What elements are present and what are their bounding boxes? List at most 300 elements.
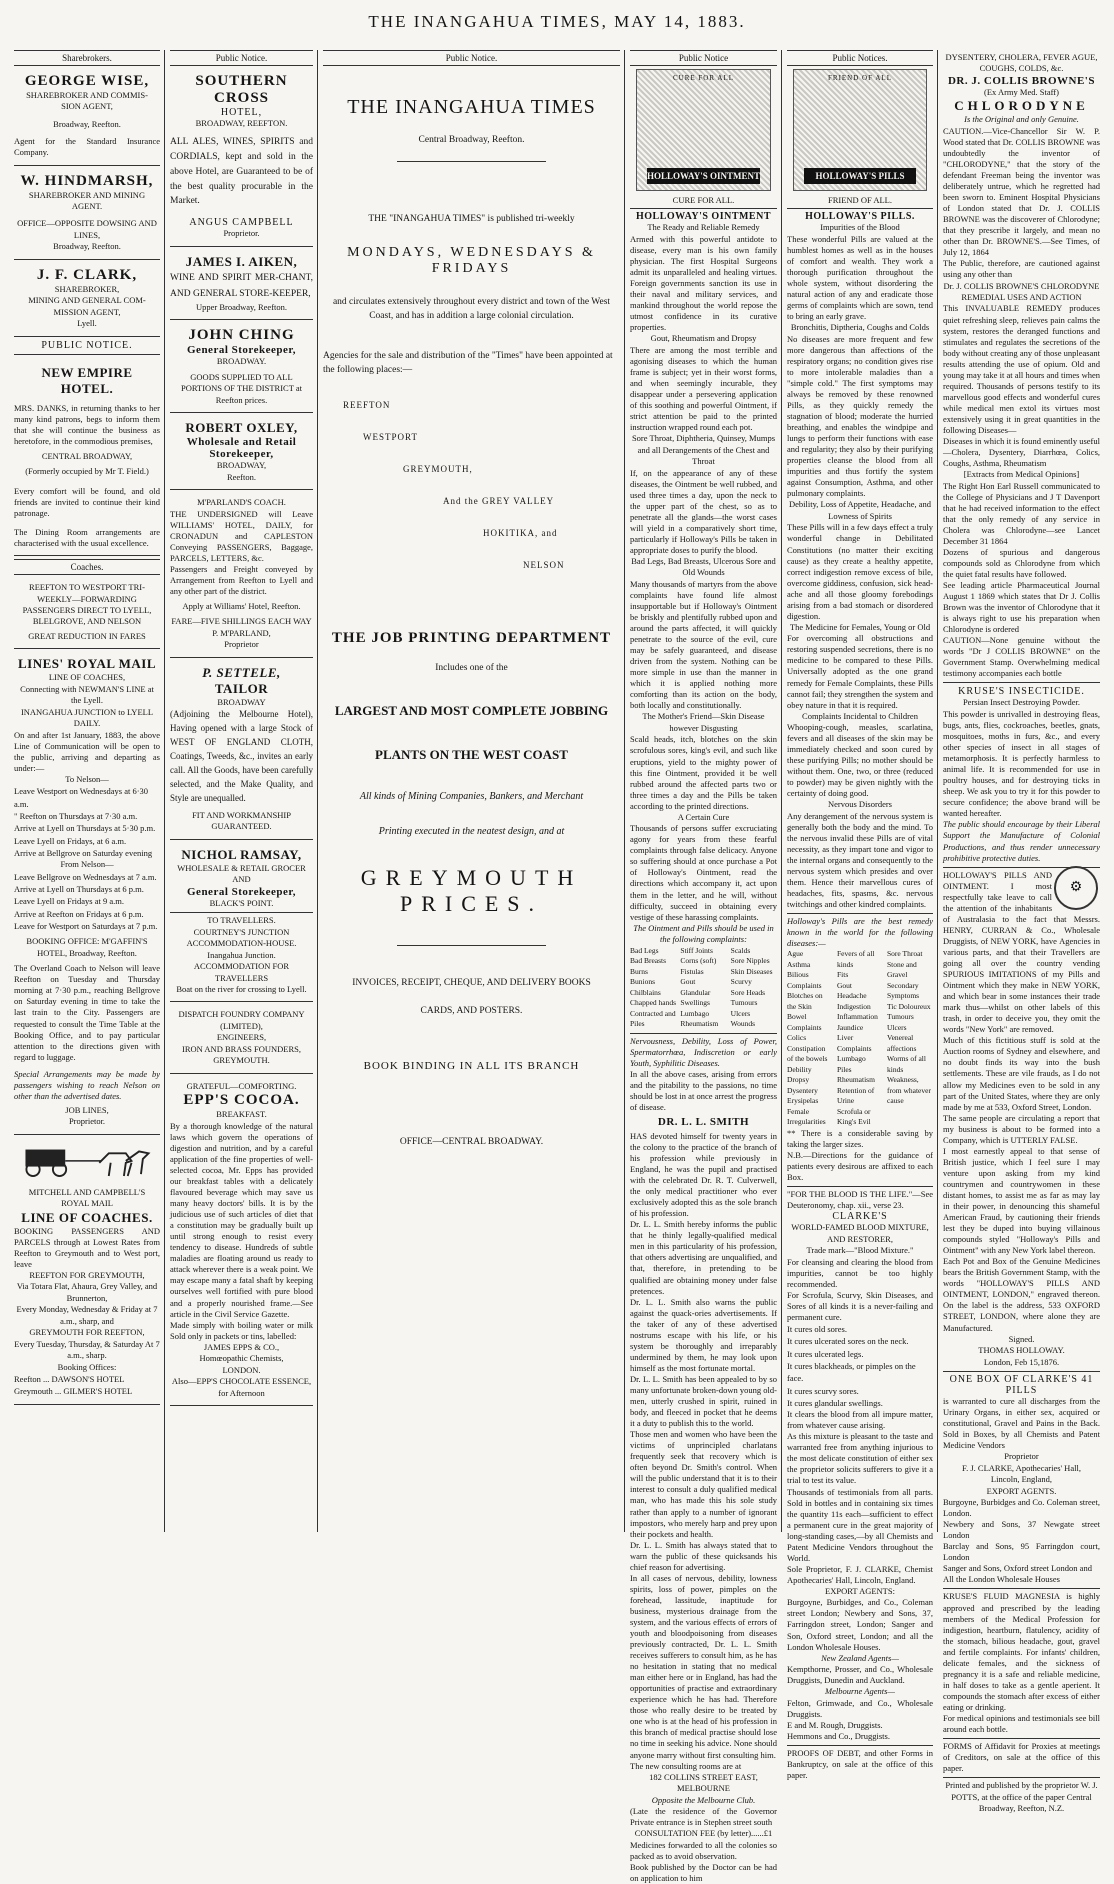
ad-title: CLARKE'S [832,1211,888,1223]
ad-title: KRUSE'S INSECTICIDE. [943,682,1100,697]
column-holloway-pills [783,50,938,1780]
ad-signature: THOMAS HOLLOWAY. [978,1345,1065,1356]
ad-text: Felton, Grimwade, and Co., Wholesale Druggists. [787,1697,933,1719]
ad-line: Upper Broadway, Reefton. [195,301,288,312]
ad-title: NICHOL RAMSAY, [181,846,302,862]
ad-text: This INVALUABLE REMEDY produces quiet refreshing sleep, relieves pain calms the system, restores the deranged functions and stimulates and regulates the secretions of the body without creating any of those unpleasant results attending the use of opium. Old and young may take it at all hours and times when required. Thousands of persons testify to its marvellous good effects and wonderful cures while medical men extol its virtues most extensively using it in great quantities in the following Diseases— [943,303,1100,435]
ad-robert-oxley [170,416,313,490]
ad-southern-cross [170,69,313,247]
ad-text: (Late the residence of the Governor Private entrance is in Stephen street south [630,1806,777,1828]
ad-text: Those men and women who have been the victims of unprincipled charlatans frequently seek that recovery which is often beyond Dr. Smith's control. When will the public understand that it is to their interest to consult a duly qualified medical man, who has made this his sole study rather than apply to a number of ignorant impostors, who merely harp and prey upon their pockets and health. [630,1429,777,1539]
ad-line: EXPORT AGENTS: [825,1585,895,1596]
section-heading: The Mother's Friend—Skin Disease however Disgusting [642,711,765,733]
schedule-line: Leave Westport on Wednesdays at 6·30 a.m. [14,786,149,809]
column-heading: Public Notices. [787,50,933,66]
list-item: Fevers of all kinds [837,949,875,969]
ad-text: The same people are circulating a report that my business is about to be formed into a Company, which is UTTERLY FALSE. [943,1112,1100,1145]
ad-line: F. J. CLARKE, Apothecaries' Hall, [962,1462,1081,1473]
ad-line: BROADWAY, REEFTON. [195,118,288,128]
ad-text: Nervousness, Debility, Loss of Power, Spermatorrhœa, Indiscretion or early Youth, Syphilitic Diseases. [630,1033,777,1069]
cure-item: It cures ulcerated legs. [787,1348,864,1359]
ad-title: GEORGE WISE, [24,73,150,89]
list-item: Ague [787,949,804,959]
job-printing-heading: THE JOB PRINTING DEPARTMENT [331,629,612,646]
ad-line: Connecting with NEWMAN'S LINE at the Lyell. [20,683,154,706]
ad-text: Also—EPP'S CHOCOLATE ESSENCE, for Afternoon [171,1376,312,1398]
ad-title: W. HINDMARSH, [20,172,154,189]
list-item: Bunions [630,977,656,987]
ad-line: ENGINEERS, [216,1032,267,1043]
ad-line: Melbourne Agents— [825,1686,895,1697]
ad-line: SHAREBROKER, [54,283,120,294]
ad-text: Whooping-cough, measles, scarlatina, fevers and all diseases of the skin may be immediately checked and soon cured by these purifying Pills; no mother should be without them. One, two, or three (reduced to powder) may be given nightly with the certainty of doing good. [787,722,933,799]
place-hokitika: HOKITIKA, and [483,527,558,538]
ad-text: Burgoyne, Burbidges and Co. Coleman street, London. [943,1497,1100,1519]
ad-text: Book published by the Doctor can be had on application to him [630,1861,777,1883]
ad-title: ROBERT OXLEY, [185,420,298,436]
list-item: Scurvy [730,977,752,987]
coach-image [16,1139,158,1179]
ad-title: DR. L. L. SMITH [657,1115,750,1128]
column-heading: Sharebrokers. [14,50,160,66]
ad-hindmarsh [14,169,160,260]
ad-signature: Proprietor. [223,228,260,239]
ad-line: BLACK'S POINT. [209,897,274,908]
ad-signature: Proprietor [224,639,259,650]
ad-line: BREAKFAST. [216,1109,267,1120]
ad-line: To Nelson— [65,773,109,784]
ad-line: MISSION AGENT, [53,306,121,317]
list-item: Worms of all kinds [887,1054,926,1074]
ad-text: The Right Hon Earl Russell communicated to the College of Physicians and J T Davenport that he had received information to the effect that the only remedy of any service in Cholera was Chlorodyne—see Lancet December 31 1864 [943,480,1100,546]
largest-heading: LARGEST AND MOST COMPLETE JOBBING [334,702,609,718]
list-item: Colics [787,1033,807,1043]
list-item: Ulcers [887,1022,907,1032]
ad-title: SOUTHERN CROSS [195,73,288,106]
ad-text: By a thorough knowledge of the natural laws which govern the operations of digestion and nutrition, and by a careful application of the fine properties of well-selected cocoa, Mr. Epps has provided our breakfast tables with a delicately flavoured beverage which may save us many heavy doctors' bills. It is by the judicious use of such articles of diet that a constitution may be gradually built up until strong enough to resist every tendency to disease. Hundreds of subtle maladies are floating around us ready to attack wherever there is a weak point. We may escape many a fatal shaft by keeping ourselves well fortified with pure blood and a properly nourished frame.—See article in the Civil Service Gazette. [170,1120,313,1319]
ad-text: Boat on the river for crossing to Lyell. [176,984,307,994]
ad-title: J. F. CLARK, [36,266,138,283]
ad-title: P. SETTELE, [202,664,281,680]
ad-line: BOOKING OFFICE: M'GAFFIN'S HOTEL, Broadway, Reefton. [26,936,148,958]
ad-line: SION AGENT, [61,101,113,112]
ad-text: GOODS SUPPLIED TO ALL PORTIONS OF THE DISTRICT at Reefton prices. [180,371,303,405]
holloway-pills-illustration [793,69,927,191]
ad-dispatch-foundry [170,1005,313,1073]
ad-text: E and M. Rough, Druggists. [787,1719,883,1730]
ad-title: M'PARLAND'S COACH. [197,497,286,508]
list-item: Swellings [680,998,710,1008]
diseases-list [787,949,933,1128]
list-item: Blotches on the Skin [787,991,823,1011]
ad-text: Apply at Williams' Hotel, Reefton. [182,600,301,611]
ad-text: Any derangement of the nervous system is generally both the body and the mind. To the nervous invalid these Pills are of vital necessity, as they impart tone and vigor to the internal organs and consequently to the nervous system which presides and over them. Hence their marvellous cures of headaches, fits, spasms, &c. nervous twitchings and other kindred complaints. [787,810,933,910]
list-item: Bowel Complaints [787,1012,822,1032]
ad-text: Each Pot and Box of the Genuine Medicines bears the British Government Stamp, with the words "HOLLOWAY'S PILLS AND OINTMENT, LONDON," engraved thereon. On the label is the address, 533 OXFORD STREET, LONDON, where alone they are Manufactured. [943,1256,1100,1333]
ad-line: Persian Insect Destroying Powder. [962,697,1081,708]
ad-line: IRON AND BRASS FOUNDERS, [181,1043,302,1054]
ad-text: KRUSE'S FLUID MAGNESIA is highly approved and prescribed by the leading members of the Medical Profession for indigestion, heartburn, flatulency, acidity of the stomach, bilious headache, gout, gravel and fertile complaints. For infants' children, delicate females, and the sickness of pregnancy it is a safe and reliable medicine, in half doses to take as a gentle aperient. It compounds the stomach after excess of either eating or drinking. [943,1588,1100,1713]
ad-text: For Scrofula, Scurvy, Skin Diseases, and Sores of all kinds it is a never-failing and permanent cure. [787,1289,933,1322]
ad-line: Wholesale and Retail [186,436,297,449]
plants-heading: PLANTS ON THE WEST COAST [375,746,568,762]
ad-line: MITCHELL AND CAMPBELL'S [28,1186,146,1197]
ad-line: TO TRAVELLERS. [170,912,313,926]
list-item: Headache [837,991,867,1001]
list-item: Lumbago [837,1054,866,1064]
ad-text: Dr. L. L. Smith has always stated that to warn the public of these quicksands his chief reason for advertising. [630,1539,777,1572]
column-inangahua-times [319,50,625,1532]
ad-line: AND [232,874,251,885]
ad-line: BROADWAY, [216,460,267,471]
ad-line: GRATEFUL—COMFORTING. [186,1080,297,1091]
ad-text: I most earnestly appeal to that sense of British justice, which I feel sure I may venture upon asking from my kind countrymen and countrywomen in these distant homes, to assist me as far as may lay in their power, in denouncing this shameful American Fraud, by cautioning their friends lest they be duped into buying villainous compounds styled "Holloway's Pills and Ointment" with any New York label thereon. [943,1145,1100,1256]
ad-james-aiken [170,250,313,321]
paper-title: THE INANGAHUA TIMES [347,96,596,118]
ad-text: HOLLOWAY'S PILLS AND OINTMENT. I most respectfully take leave to call the attention of the inhabitants of Australasia to the fact that Messrs. HENRY, CURRAN & Co., Wholesale Druggists, of NEW YORK, have Agencies in various parts, and that their Travellers are going all over the country vending SPURIOUS IMITATIONS of my Pills and Ointment which they make in NEW YORK, and which bear in some instances their trade mark thus—whilst on other labels of this trash, in order to deceive you, they omit the words "New York" are removed. [943,867,1100,1036]
ad-title: DISPATCH FOUNDRY COMPANY (LIMITED), [178,1009,305,1031]
column-heading: Public Notice [630,50,777,66]
list-item: Gout [680,977,696,987]
ad-text: The new consulting rooms are at [630,1760,742,1771]
cure-item: It cures blackheads, or pimples on the face. [787,1360,916,1384]
list-item: Dropsy [787,1075,810,1085]
list-item: Contracted and Piles [630,1008,676,1029]
schedule-line: Leave Bellgrove on Wednesdays at 7 a.m. [14,871,157,882]
ad-line: BROADWAY [217,696,266,707]
ad-text: In all the above cases, arising from errors and the pitability to the passions, no time should be lost in at once arrest the progress of disease. [630,1068,777,1112]
ad-text: Agent for the Standard Insurance Company. [14,136,160,158]
circulation-note: and circulates extensively throughout every district and town of the West Coast, and has in addition a large colonial circulation. [332,296,611,321]
ad-line: OFFICE—OPPOSITE DOWSING AND LINES, [17,218,157,240]
ad-title: JOHN CHING [188,327,295,344]
ad-line: 182 COLLINS STREET EAST, MELBOURNE [649,1771,758,1794]
publication-note: THE "INANGAHUA TIMES" is published tri-weekly [368,214,575,225]
list-item: Fits [837,970,849,980]
ad-text: See leading article Pharmaceutical Journal August 1 1869 which states that Dr J. Collis Brown was the inventor of Chlorodyne that it is always right to use his preparation when Chlorodyne is ordered [943,580,1100,635]
place-reefton: REEFTON [343,399,391,410]
ad-line: EXPORT AGENTS. [986,1485,1057,1496]
ad-text: The Dining Room arrangements are characterised with the usual excellence. [14,526,160,549]
list-item: Scrofula or King's Evil [837,1106,871,1127]
ad-line: General Storekeeper, [187,885,296,898]
ad-text: N.B.—Directions for the guidance of patients every desirous are affixed to each Box. [787,1150,933,1183]
ad-text: COURTNEY'S JUNCTION ACCOMMODATION-HOUSE. [186,926,297,949]
list-item: Burns [630,966,648,976]
ad-text: Sole Proprietor, F. J. CLARKE, Chemist Apothecaries' Hall, Lincoln, England. [787,1563,933,1585]
ad-reefton-westport [14,578,160,649]
column-chlorodyne [939,50,1104,1814]
ad-text: Barclay and Sons, 95 Farringdon court, London [943,1541,1100,1563]
ad-line: WHOLESALE & RETAIL GROCER [177,862,306,873]
ad-line: (Formerly occupied by Mr T. Field.) [25,466,149,477]
invoices-note: INVOICES, RECEIPT, CHEQUE, AND DELIVERY BOOKS [352,977,591,988]
ad-line: Lincoln, England, [990,1474,1053,1485]
includes-note: Includes one of the [435,662,508,673]
ad-line: AGENT. [71,200,103,211]
ad-line: REMEDIAL USES AND ACTION [961,292,1082,302]
ad-text: Sanger and Sons, Oxford street London and [943,1563,1092,1574]
ad-text: Passengers and Freight conveyed by Arrangement from Reefton to Lyell and any other part of the district. [170,563,313,596]
section-heading: Gout, Rheumatism and Dropsy [650,333,757,344]
ad-line: MINING AND GENERAL COM- [28,295,146,306]
ad-text: Special Arrangements may be made by passengers wishing to reach Nelson on other than the advertised dates. [14,1068,160,1101]
ad-line: New Zealand Agents— [821,1652,899,1663]
list-item: Sore Heads [730,987,766,997]
ad-line: CENTRAL BROADWAY, [41,450,133,461]
ad-line: SHAREBROKER AND MINING [28,189,146,200]
schedule-line: Arrive at Bellgrove on Saturday evening [14,847,153,858]
ad-signature: ANGUS CAMPBELL [189,217,294,229]
section-heading: Nervous Disorders [828,799,892,810]
ad-text: For medical opinions and testimonials see bill around each bottle. [943,1712,1100,1735]
ad-line: Dr. J. COLLIS BROWNE'S CHLORODYNE [943,280,1100,291]
ad-line: ROYAL MAIL [61,1198,113,1209]
list-item: Female Irregularities [787,1106,826,1127]
ad-text: All the London Wholesale Houses [943,1574,1060,1585]
coaches-heading: Coaches. [14,559,160,575]
ad-text: The public should encourage by their Liberal Support the Manufacture of Colonial Productions, and thus render unnecessary prohibitive protective duties. [943,819,1100,863]
list-item: Skin Diseases [730,966,773,976]
ad-title: EPP'S COCOA. [183,1092,300,1109]
schedule-line: Leave Lyell on Fridays at 9 a.m. [14,896,124,907]
ad-line: GREYMOUTH FOR REEFTON, [29,1327,145,1338]
illustration-arc-text: FRIEND OF ALL [828,74,892,82]
ad-text: If, on the appearance of any of these diseases, the Ointment be well rubbed, and used three times a day, upon the neck to the upper part of the chest, so as to penetrate all the glands—the worst cases will yield in a comparatively short time, particularly if Holloway's Pills be taken in appropriate doses to purify the blood. [630,467,777,555]
list-item: Liver Complaints [837,1033,872,1053]
ad-lines-royal-mail [14,652,160,1134]
ad-text: Medicines forwarded to all the colonies so packed as to avoid observation. [630,1839,777,1861]
ad-text: In all cases of nervous, debility, lowness spirits, loss of power, pimples on the forehead, lassitude, inaptitude for business, mysterious drainage from the system, and the various effects of errors of youth and bloodpoisoning from diseases previously contracted, Dr. L. L. Smith receives sufferers to consult him, as he has no hesitation in stating that no medical man either here or in England, has had the opportunities of practise and extraordinary experience which he has had. Therefore those who really desire to be treated by one who is at the head of his profession in this branch of medical practise should lose no time in seeking his advice. None should anyone marry without first consulting him. [630,1572,777,1760]
ad-text: Every comfort will be found, and old friends are invited to continue their kind patronage. [14,485,160,518]
complaints-list [630,946,777,1030]
schedule-line: " Reefton on Thursdays at 7·30 a.m. [14,811,138,822]
printing-note: Printing executed in the neatest design, and at [378,825,565,837]
ad-text: For overcoming all obstructions and restoring suspended secretions, there is no medicine to be compared to these Pills. Universally adopted as the one grand remedy for Female Complaints, these Pills cannot fail; they strengthen the system and obey nature in that it is required. [787,633,933,710]
list-item: Chapped hands [630,998,677,1008]
column-sharebrokers [10,50,165,1532]
illustration-arc-text: CURE FOR ALL [672,74,734,82]
ad-text: Burgoyne, Burbidges, and Co., Coleman street London; Newbery and Sons, 37, Farringdon street, London; Sanger and Son, Oxford street, London; and all the London Wholesale Houses. [787,1597,933,1652]
ad-epps-cocoa [170,1077,313,1406]
masthead: THE INANGAHUA TIMES, MAY 14, 1883. [368,12,746,31]
ad-text: ALL ALES, WINES, SPIRITS and CORDIALS, kept and sold in the above Hotel, are Guaranteed to be of the best quality procurable in the Market. [170,137,313,207]
ad-text: Many thousands of martyrs from the above complaints have found life almost insupportable but if Holloway's Ointment be briskly and plentifully rubbed upon and around the parts affected, it will quickly penetrate to the source of the evil, cure may be safely guaranteed, and disease driven from the system. Nothing can be more simple in use than the manner in which it is applied nothing more comforting than its action on the body, both locally and constitutionally. [630,578,777,711]
ad-text: CAUTION.—Vice-Chancellor Sir W. P. Wood stated that Dr. COLLIS BROWNE was undoubtedly the inventor of "CHLORODYNE," that the story of the defendant Freeman being the inventor was deliberately untrue, which he regretted had been sworn to. Eminent Hospital Physicians of London stated that Dr. J. COLLIS BROWNE was the discoverer of Chlorodyne; that they prescribe it largely, and mean no other than Dr. BROWNE'S.—See Times, of July 12, 1864 [943,125,1100,258]
illustration-label: HOLLOWAY'S OINTMENT [647,168,760,184]
ad-text: Dr. L. L. Smith hereby informs the public that he thinly legally-qualified medical men in this particularity of his profession, that others advertising are unqualified, and that, therefore, in pretending to be qualified are obtaining money under false pretences. [630,1219,777,1296]
ad-title: HOLLOWAY'S OINTMENT [630,208,777,222]
place-westport: WESTPORT [363,431,418,442]
greymouth-prices: GREYMOUTH PRICES. [360,864,583,916]
list-item: Fistulas [680,966,704,976]
place-grey-valley: And the GREY VALLEY [443,495,555,506]
ad-text: Much of this fictitious stuff is sold at the Auction rooms of Sydney and elsewhere, and no doubt finds its way into the bush settlements. These are vile frauds, as I do not allow my Medicines even to be sold in any part of the United States, where they are only made by me at 533, Oxford Street, London. [943,1035,1100,1112]
ad-text: Dozens of spurious and dangerous compounds sold as Chlorodyne from which the quiet fatal results have followed. [943,546,1100,580]
ad-line: AND RESTORER, [827,1233,893,1244]
ad-line: Signed. [1008,1333,1035,1344]
ad-text: Newbery and Sons, 37 Newgate street London [943,1519,1100,1541]
ad-line: Reefton ... DAWSON'S HOTEL [14,1374,125,1385]
list-item: Piles [837,1064,852,1074]
section-heading: Bronchitis, Diptheria, Coughs and Colds [790,322,930,333]
ad-line: DYSENTERY, CHOLERA, FEVER AGUE, COUGHS, COLDS, &c. [945,52,1098,74]
ad-mitchell-campbell [14,1183,160,1405]
ad-line: Booking Offices: [57,1361,117,1372]
list-item: Jaundice [837,1022,864,1032]
cure-item: It cures scurvy sores. [787,1385,859,1396]
list-item: Weakness, from whatever cause [887,1075,931,1106]
list-item: Sore Nipples [730,956,770,966]
ad-line: Every Tuesday, Thursday, & Saturday At 7 a.m., sharp. [14,1338,160,1361]
ad-signature: LONDON. [222,1364,261,1375]
list-item: Bad Breasts [630,956,667,966]
list-item: Tic Doloureux [887,1001,931,1011]
ad-text: Kempthorne, Prosser, and Co., Wholesale Druggists, Dunedin and Auckland. [787,1664,933,1686]
ad-line: Opposite the Melbourne Club. [651,1794,756,1805]
ad-line: Every Monday, Wednesday & Friday at 7 a.m., sharp, and [16,1304,158,1326]
publication-days: MONDAYS, WEDNESDAYS & FRIDAYS [347,244,596,276]
ad-text: The Public, therefore, are cautioned against using any other than [943,258,1100,280]
ad-line: Trade mark—"Blood Mixture." [806,1245,914,1256]
holloway-ointment-illustration [636,69,771,191]
ad-text: Made simply with boiling water or milk Sold only in packets or tins, labelled: [170,1319,313,1341]
list-item: Glandular [680,987,711,997]
cards-note: CARDS, AND POSTERS. [420,1006,523,1016]
section-heading: Sore Throat, Diphtheria, Quinsey, Mumps and all Derangements of the Chest and Throat [631,433,776,467]
ad-text: Diseases in which it is found eminently useful—Cholera, Dysentery, Diarrhœa, Colics, Coughs, Asthma, Rheumatism [943,436,1100,469]
ad-signature: JAMES EPPS & CO., [203,1341,280,1352]
ad-line: INANGAHUA JUNCTION to LYELL DAILY. [20,706,154,729]
ad-new-empire-hotel [14,355,160,556]
list-item: Bilious Complaints [787,970,822,990]
ad-text: WINE AND SPIRIT MER-CHANT, AND GENERAL STORE-KEEPER, [170,272,313,299]
ad-text: There are among the most terrible and agonising diseases to which the human frame is subject; yet in their worst forms, and when seemingly incurable, they disappear under a persevering application of this soothing and powerful Ointment, if strict attention be paid to the printed instruction wrapped round each pot. [630,344,777,433]
list-item: Constipation of the bowels [787,1043,828,1064]
ad-text: These wonderful Pills are valued at the humblest homes as well as in the houses of comfort and wealth. They work a thorough purification throughout the whole system, without disordering the natural action of any and eradicate those germs of complaints which are sown, tend to bring an early grave. [787,233,933,322]
list-item: Rheumatism [837,1075,875,1085]
section-heading: Complaints Incidental to Children [802,710,918,721]
column-public-notice-2 [166,50,318,1532]
ad-text: Thousands of testimonials from all parts. Sold in bottles and in containing six times the quantity 11s each—sufficient to effect a permanent cure in the great majority of long-standing cases,—by all Chemists and Patent Medicine Vendors throughout the World. [787,1486,933,1563]
list-item: Wounds [730,1019,756,1029]
ad-line: CONSULTATION FEE (by letter)......£1 [634,1828,773,1839]
ad-line: FIT AND WORKMANSHIP GUARANTEED. [192,809,291,832]
list-item: Corns (soft) [680,956,717,966]
ad-line: GREYMOUTH. [213,1055,270,1066]
list-item: Stone and Gravel [887,959,917,980]
ad-text: REEFTON TO WESTPORT TRI-WEEKLY—FORWARDING PASSENGERS DIRECT TO LYELL, BLELGROVE, AND NELSON [22,582,152,627]
agencies-note: Agencies for the sale and distribution of the "Times" have been appointed at the following places:— [323,351,613,376]
schedule-line: Arrive at Lyell on Thursdays at 5·30 p.m. [14,823,156,834]
coach-illustration [16,1139,158,1179]
list-item: Tumours [730,998,758,1008]
ad-title: ONE BOX OF CLARKE'S 41 PILLS [943,1371,1100,1396]
office-address: OFFICE—CENTRAL BROADWAY. [399,1136,544,1147]
ad-line: GREAT REDUCTION IN FARES [28,630,146,641]
ad-line: HOTEL, [220,107,263,118]
section-heading: A Certain Cure [677,811,730,822]
ad-text: Scald heads, itch, blotches on the skin scrofulous sores, king's evil, and such like eruptions, yield to the mighty power of this fine Ointment, provided it be well rubbed around the affected parts two or three times a day and the Pills be taken according to the printed directions. [630,734,777,811]
ad-text: PROOFS OF DEBT, and other Forms in Bankruptcy, on sale at the office of this paper. [787,1745,933,1781]
ad-line: WORLD-FAMED BLOOD MIXTURE, [791,1222,929,1233]
column-holloway-ointment [626,50,782,1883]
ad-title: LINE OF COACHES. [21,1209,153,1225]
ad-line: REEFTON FOR GREYMOUTH, [29,1269,145,1280]
ad-line: Broadway, Reefton. [53,118,121,129]
ad-text: "FOR THE BLOOD IS THE LIFE."—See Deuteronomy, chap. xii., verse 23. [787,1186,933,1211]
list-item: Ulcers [730,1008,751,1018]
ad-settele-tailor [170,661,313,840]
ad-line: Lyell. [77,318,97,329]
ad-title: JAMES I. AIKEN, [185,253,298,269]
list-item: Retention of Urine [837,1085,875,1106]
ad-line: Greymouth ... GILMER'S HOTEL [14,1386,133,1397]
list-item: Scalds [730,945,751,955]
ad-title: LINES' ROYAL MAIL [17,656,157,672]
list-item: Bad Legs [630,945,659,955]
list-item: Erysipelas [787,1096,819,1106]
ad-signature: Proprietor. [68,1116,106,1127]
ad-line: Is the Original and only Genuine. [964,114,1079,125]
list-item: Dysentery [787,1085,818,1095]
ad-line: (Ex Army Med. Staff) [984,86,1059,97]
ad-line: TAILOR [214,680,269,696]
list-item: Stiff Joints [680,945,713,955]
list-item: Venereal affections [887,1033,917,1053]
ad-line: Inangahua Junction. [207,949,276,960]
imprint: Printed and published by the proprietor W. J. POTTS, at the office of the paper Central Broadway, Reefton, N.Z. [943,1777,1100,1814]
ad-line: London, Feb 15,1876. [983,1356,1060,1367]
ad-text: The Overland Coach to Nelson will leave Reefton on Tuesday and Thursday morning at 7·30 p.m., reaching Bellgrove on Saturday evening in time to take the last train to the City. Passengers are requested to consult the Time Table at the Booking Office, and to pay particular attention to the directions given with regard to luggage. [14,963,160,1062]
ad-mparland-coach [170,493,313,658]
ad-signature: P. M'PARLAND, [212,627,271,638]
ad-line: [Extracts from Medical Opinions] [963,469,1080,480]
ad-clark [14,263,160,337]
divider [397,161,546,162]
section-heading: Impurities of the Blood [820,222,900,233]
ad-line: Via Totara Flat, Ahaura, Grey Valley, and Brunnerton, [16,1281,158,1303]
public-notice-heading: PUBLIC NOTICE. [14,340,160,355]
ad-signature: Homœopathic Chemists, [199,1353,284,1364]
ad-text: FORMS of Affidavit for Proxies at meetings of Creditors, on sale at the office of this paper. [943,1738,1100,1774]
ad-text: is warranted to cure all discharges from the Urinary Organs, in either sex, acquired or constitutional, Gravel and Pains in the Back. Sold in Boxes, by all Chemists and Patent Medicine Vendors [943,1395,1100,1451]
schedule-line: Leave for Westport on Saturdays at 7 p.m. [14,921,158,932]
ad-john-ching [170,323,313,413]
ad-text: As this mixture is pleasant to the taste and warranted free from anything injurious to the most delicate constitution of either sex the proprietor solicits sufferers to give it a trial to test its value. [787,1431,933,1486]
ad-text: ** There is a considerable saving by taking the larger sizes. [787,1127,933,1150]
column-heading: Public Notice. [170,50,313,66]
ad-text: On and after 1st January, 1883, the above Line of Communication will be open to the public, arriving and departing as under:— [14,729,160,773]
ad-text: It clears the blood from all impure matter, from whatever cause arising. [787,1409,933,1431]
section-heading: The Ready and Reliable Remedy [647,222,760,233]
trademark-seal-icon: ⚙ [1054,866,1098,910]
cure-item: It cures ulcerated sores on the neck. [787,1336,909,1347]
ad-text: Hemmons and Co., Druggists. [787,1730,890,1741]
ad-text: No diseases are more frequent and few more dangerous than affections of the respiratory organs; no condition gives rise to more intolerable maladies than a "simple cold." The first symptoms may always be removed by these renowned Pills, as they quickly remedy the stagnation of blood; moderate the hurried breathing, and enables the windpipe and lungs to perform their functions with ease and regularity; they also by their purifying properties cleanse the blood from all impurities and thus fortify the system against Consumption, Asthma, and other pulmonary complaints. [787,333,933,499]
list-item: Sore Throat [887,949,923,959]
section-heading: The Medicine for Females, Young or Old [789,621,931,632]
ad-title: HOLLOWAY'S PILLS. [787,208,933,222]
paper-address: Central Broadway, Reefton. [418,135,525,145]
ad-text: MRS. DANKS, in returning thanks to her many kind patrons, begs to inform them that she will continue the business as heretofore, in the commodious premises, [14,402,160,446]
ad-line: LINE OF COACHES, [48,672,126,683]
illustration-caption: FRIEND OF ALL. [828,195,892,205]
ad-george-wise [14,69,160,166]
ad-text: BOOKING PASSENGERS AND PARCELS through at Lowest Rates from Reefton to Greymouth and to West port, leave [14,1225,160,1269]
ad-text: Dr. L. L. Smith also warns the public against the quack-ories advertisements. If the taker of any of these advertised nostrums escape with his life, or his system be thoroughly and irreparably undermined by them, he may look upon himself as the most fortunate mortal. [630,1296,777,1373]
ad-line: ACCOMMODATION FOR TRAVELLERS [193,961,290,983]
